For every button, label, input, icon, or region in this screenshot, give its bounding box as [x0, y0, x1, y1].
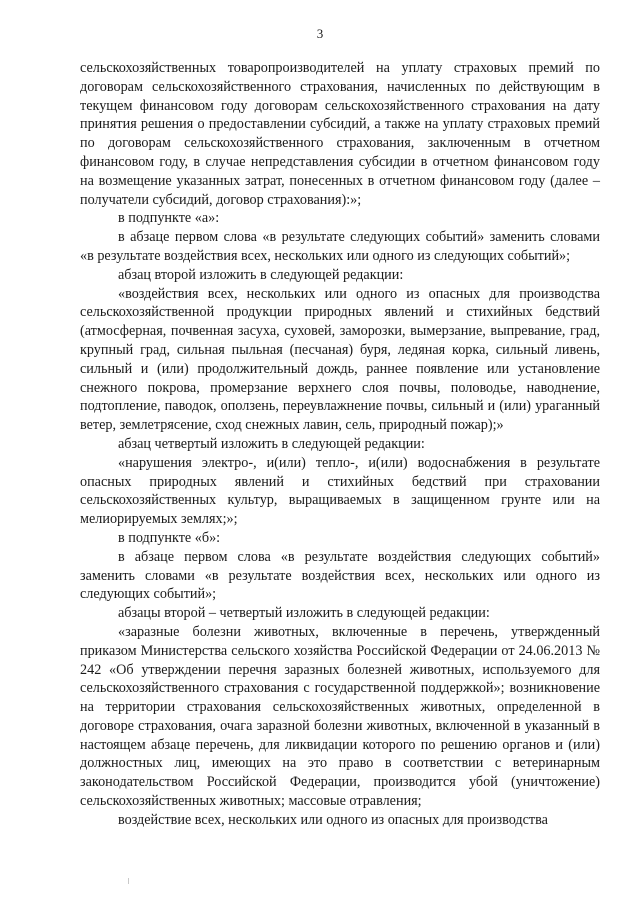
paragraph-subpoint-a-first-abzac: в абзаце первом слова «в результате следующих событий» заменить словами «в результате воздействия всех, нескольких или одного из следующих событий»;: [80, 229, 600, 264]
paragraph-animal-diseases: «заразные болезни животных, включенные в перечень, утвержденный приказом Министерства сельского хозяйства Российской Федерации от 24.06.2013 № 242 «Об утверждении перечня заразных болезней животных, используемого для сельскохозяйственного страхования с государственной поддержкой»; возникновение на территории страхования сельскохозяйственных животных, определенной в договоре страхования, очага заразной болезни животных, включенной в указанный в настоящем абзаце перечень, для ликвидации которого по решению органов и (или) должностных лиц, имеющих на это право в соответствии с ветеринарным законодательством Российской Федерации, производится убой (уничтожение) сельскохозяйственных животных; массовые отравления;: [80, 623, 600, 810]
paragraph-utility-disruption: «нарушения электро-, и(или) тепло-, и(или) водоснабжения в результате опасных природных явлений и стихийных бедствий при страховании сельскохозяйственных культур, выращиваемых в защищенном грунте или на мелиорируемых землях;»;: [80, 454, 600, 528]
paragraph-subpoint-b-heading: в подпункте «б»:: [118, 529, 221, 546]
document-body: [80, 59, 600, 830]
paragraph-recipients-definition: сельскохозяйственных товаропроизводителей на уплату страховых премий по договорам сельскохозяйственного страхования, начисленных по действующим в текущем финансовом году договорам сельскохозяйственного страхования на дату принятия решения о предоставлении субсидий, а также на уплату страховых премий по договорам сельскохозяйственного страхования, заключенным в отчетном финансовом году, в случае непредставления субсидии в отчетном финансовом году на возмещение указанных затрат, понесенных в отчетном финансовом году (далее – получатели субсидий, договор страхования):»;: [80, 60, 600, 208]
paragraph-subpoint-a-heading: в подпункте «а»:: [118, 210, 220, 227]
scan-artifact: [128, 878, 129, 884]
paragraph-hazard-impact: воздействие всех, нескольких или одного из опасных для производства: [118, 811, 548, 828]
paragraph-fourth-abzac-instruction: абзац четвертый изложить в следующей редакции:: [118, 435, 425, 452]
paragraph-subpoint-b-first-abzac: в абзаце первом слова «в результате воздействия следующих событий» заменить словами «в результате воздействия всех, нескольких или одного из следующих событий»;: [80, 548, 600, 603]
page-number: 3: [316, 26, 324, 41]
paragraph-natural-disasters-list: «воздействия всех, нескольких или одного из опасных для производства сельскохозяйственной продукции природных явлений и стихийных бедствий (атмосферная, почвенная засуха, суховей, заморозки, вымерзание, выпревание, град, крупный град, сильная пыльная (песчаная) буря, ледяная корка, сильный ливень, сильный и (или) продолжительный дождь, раннее появление или установление снежного покрова, промерзание верхнего слоя почвы, половодье, наводнение, подтопление, паводок, оползень, переувлажнение почвы, сильный и (или) ураганный ветер, землетрясение, сход снежных лавин, сель, природный пожар);»: [80, 285, 600, 434]
paragraph-second-fourth-abzac-instruction: абзацы второй – четвертый изложить в следующей редакции:: [118, 605, 490, 622]
paragraph-second-abzac-instruction: абзац второй изложить в следующей редакции:: [118, 266, 404, 283]
